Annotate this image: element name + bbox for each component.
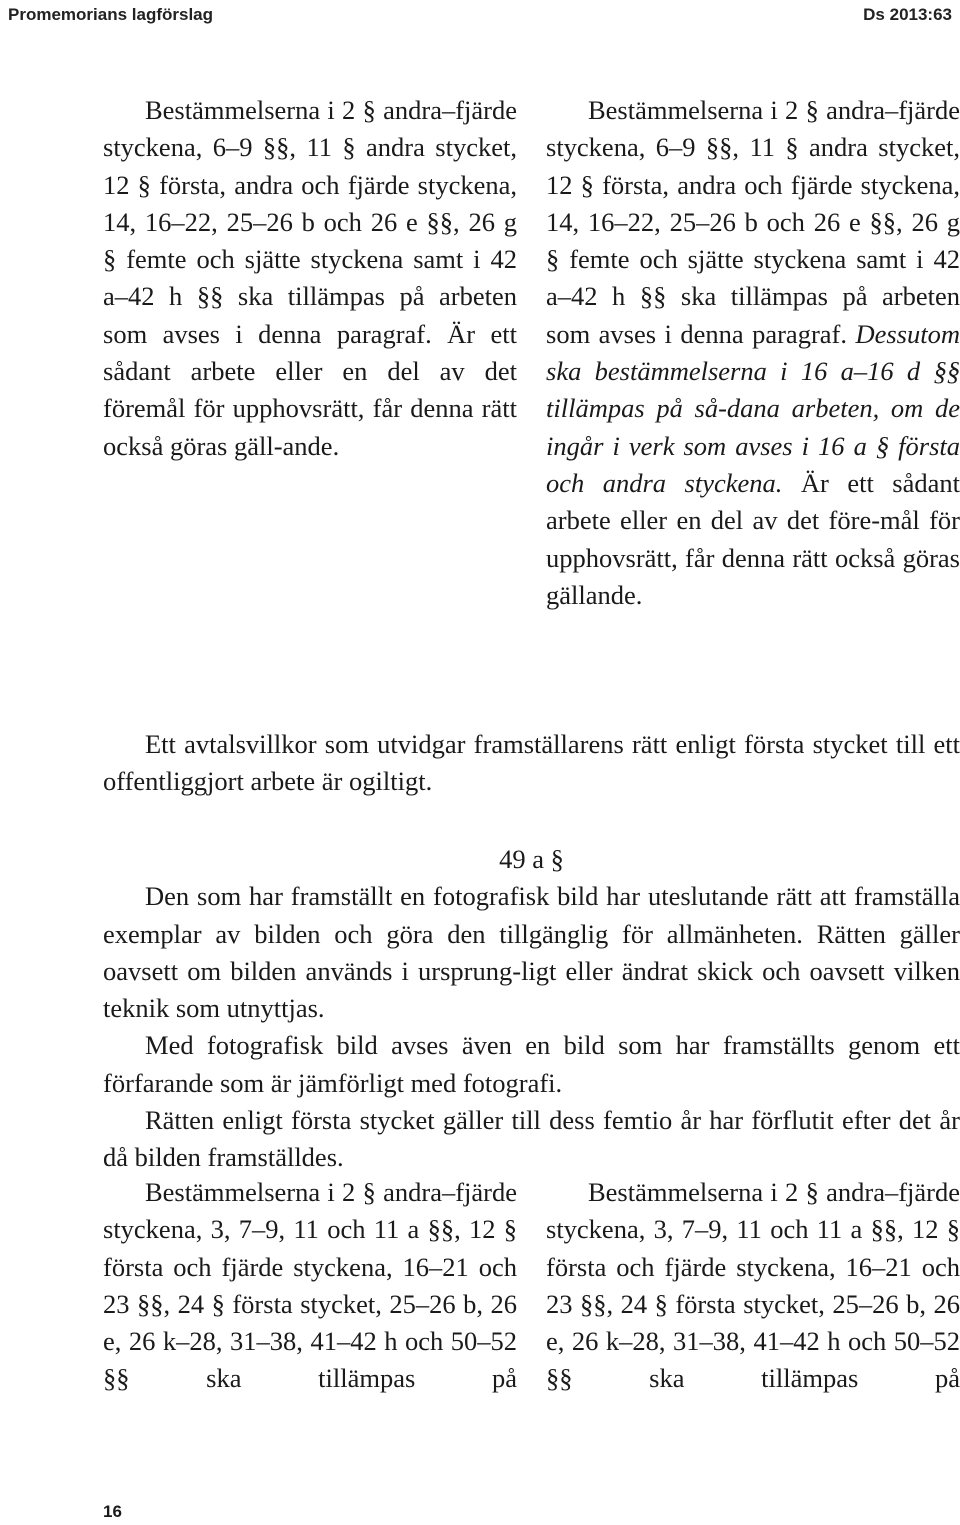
section-49a xyxy=(103,841,960,1177)
current-wording-paragraph-2: Bestämmelserna i 2 § andra–fjärde styckena, 3, 7–9, 11 och 11 a §§, 12 § första och fjärde styckena, 16–21 och 23 §§, 24 § första stycket, 25–26 b, 26 e, 26 k–28, 31–38, 41–42 h och 50–52 §§ ska tillämpas på xyxy=(103,1177,517,1394)
proposed-text-italic-addition: Dessutom ska bestämmelserna i 16 a–16 d §§ tillämpas på så-dana arbeten, om de ingår i verk som avses i 16 a § första och andra styckena. xyxy=(546,318,960,498)
proposed-text-part2: Är ett sådant arbete eller en del av det före-mål för upphovsrätt, får denna rätt också göras gällande. xyxy=(546,467,960,610)
proposed-text-part1: Bestämmelserna i 2 § andra–fjärde styckena, 6–9 §§, 11 § andra stycket, 12 § första, andra och fjärde styckena, 14, 16–22, 25–26 b och 26 e §§, 26 g § femte och sjätte styckena samt i 42 a–42 h §§ ska tillämpas på arbeten som avses i denna paragraf. xyxy=(546,95,960,349)
section-paragraph-2: Med fotografisk bild avses även en bild som har framställts genom ett förfarande som är jämförligt med fotografi. xyxy=(103,1030,960,1098)
page-number: 16 xyxy=(103,1502,122,1521)
page-header xyxy=(0,0,960,32)
section-heading: 49 a § xyxy=(499,844,564,874)
contract-clause-paragraph: Ett avtalsvillkor som utvidgar framställarens rätt enligt första stycket till ett offentliggjort arbete är ogiltigt. xyxy=(103,729,960,797)
proposed-wording-column-2 xyxy=(546,1174,960,1398)
document-section-title: Promemorians lagförslag xyxy=(8,5,214,24)
section-paragraph-1: Den som har framställt en fotografisk bild har uteslutande rätt att framställa exemplar av bilden och göra den tillgänglig för allmänheten. Rätten gäller oavsett om bilden används i ursprung-ligt eller ändrat skick och oavsett vilken teknik som utnyttjas. xyxy=(103,881,960,1024)
current-wording-column-2 xyxy=(103,1174,517,1398)
current-wording-paragraph: Bestämmelserna i 2 § andra–fjärde styckena, 6–9 §§, 11 § andra stycket, 12 § första, andra och fjärde styckena, 14, 16–22, 25–26 b och 26 e §§, 26 g § femte och sjätte styckena samt i 42 a–42 h §§ ska tillämpas på arbeten som avses i denna paragraf. Är ett sådant arbete eller en del av det föremål för upphovsrätt, får denna rätt också göras gäll-ande. xyxy=(103,95,517,461)
proposed-wording-column xyxy=(546,92,960,614)
full-width-paragraph-1 xyxy=(103,726,960,801)
document-reference: Ds 2013:63 xyxy=(863,5,952,24)
section-paragraph-3: Rätten enligt första stycket gäller till dess femtio år har förflutit efter det år då bilden framställdes. xyxy=(103,1105,960,1173)
current-wording-column xyxy=(103,92,517,465)
proposed-wording-paragraph-2: Bestämmelserna i 2 § andra–fjärde styckena, 3, 7–9, 11 och 11 a §§, 12 § första och fjärde styckena, 16–21 och 23 §§, 24 § första stycket, 25–26 b, 26 e, 26 k–28, 31–38, 41–42 h och 50–52 §§ ska tillämpas på xyxy=(546,1177,960,1394)
proposed-wording-paragraph xyxy=(546,92,960,614)
